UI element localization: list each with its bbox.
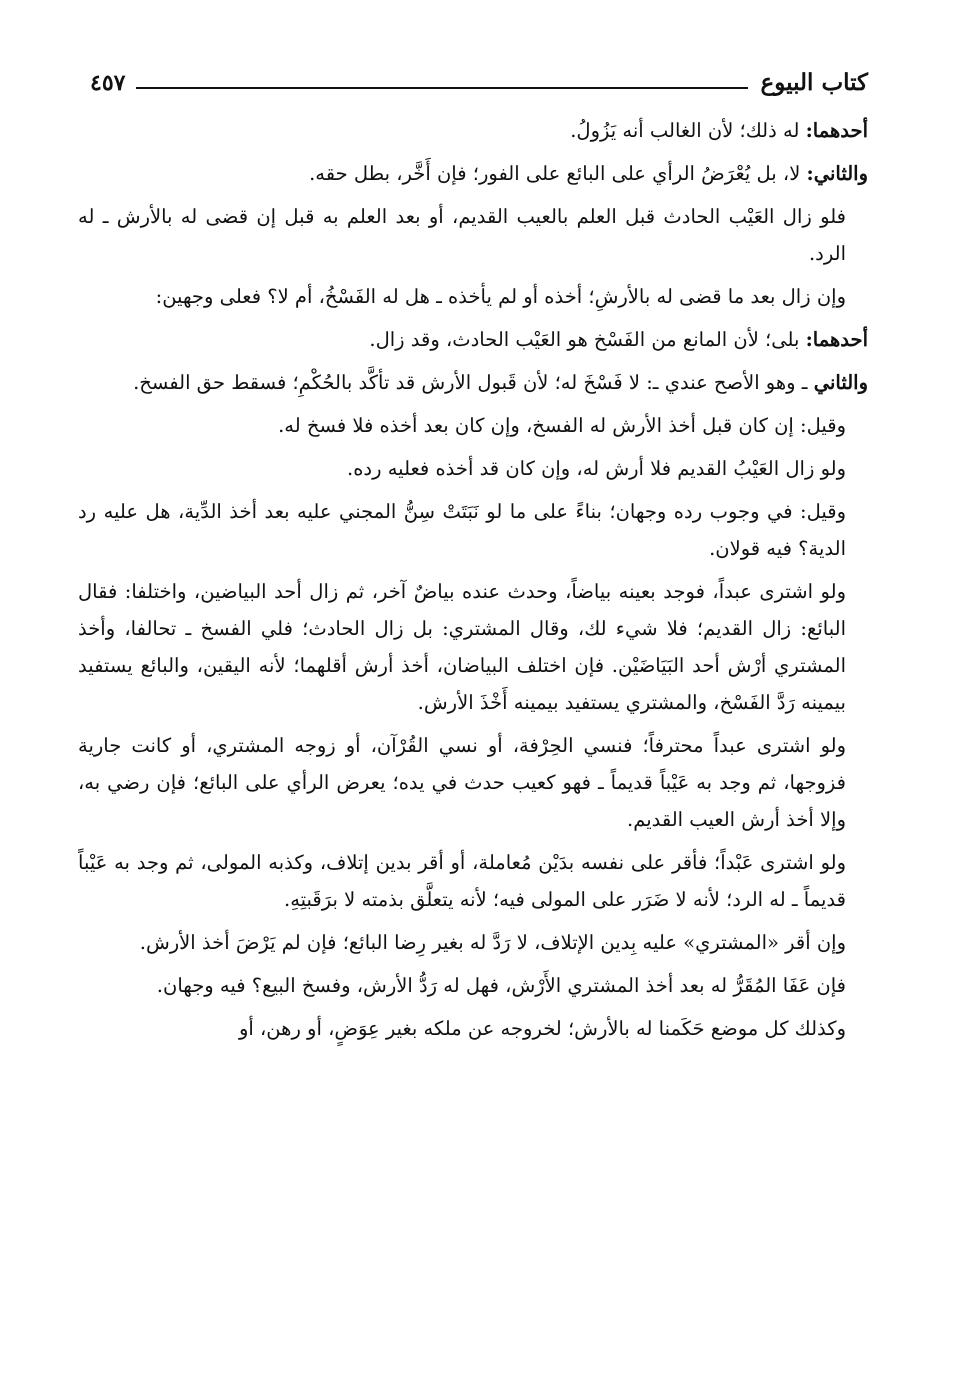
page-body bbox=[78, 112, 868, 1053]
paragraph bbox=[78, 278, 868, 315]
paragraph-lead: والثاني: bbox=[806, 162, 868, 185]
paragraph-text: ولو اشترى عبداً، فوجد بعينه بياضاً، وحدث عنده بياضٌ آخر، ثم زال أحد البياضين، واختلفا: فقال البائع: زال القديم؛ فلا شيء لك، وقال المشتري: بل زال الحادث؛ فلي الفسخ ـ تحالفا، وأخذ المشتري أرْش أحد البَيَاضَيْن. فإن اختلف البياضان، أخذ أرش أقلهما؛ لأنه اليقين، والبائع يستفيد بيمينه رَدَّ الفَسْخ، والمشتري يستفيد بيمينه أَخْذَ الأرش. bbox=[78, 580, 846, 714]
paragraph-text: وقيل: في وجوب رده وجهان؛ بناءً على ما لو نَبَتَتْ سِنُّ المجني عليه بعد أخذ الدِّية، هل عليه رد الدية؟ فيه قولان. bbox=[78, 500, 846, 560]
paragraph bbox=[78, 967, 868, 1004]
running-title: كتاب البيوع bbox=[760, 69, 868, 96]
paragraph bbox=[78, 112, 868, 149]
paragraph-text: وإن أقر «المشتري» عليه بِدين الإتلاف، لا رَدَّ له بغير رِضا البائع؛ فإن لم يَرْضَ أخذ الأرش. bbox=[139, 931, 846, 954]
paragraph bbox=[78, 321, 868, 358]
paragraph bbox=[78, 844, 868, 918]
paragraph-text: ولو زال العَيْبُ القديم فلا أرش له، وإن كان قد أخذه فعليه رده. bbox=[347, 457, 846, 480]
paragraph-lead: أحدهما: bbox=[805, 328, 868, 351]
paragraph-text: ـ وهو الأصح عندي ـ: لا فَسْخَ له؛ لأن قَبول الأرش قد تأكَّد بالحُكْمِ؛ فسقط حق الفسخ. bbox=[133, 371, 814, 394]
paragraph bbox=[78, 364, 868, 401]
paragraph bbox=[78, 407, 868, 444]
paragraph bbox=[78, 198, 868, 272]
paragraph-text: وكذلك كل موضع حَكَمنا له بالأرش؛ لخروجه عن ملكه بغير عِوَضٍ، أو رهن، أو bbox=[238, 1017, 846, 1040]
paragraph bbox=[78, 450, 868, 487]
paragraph-text: فلو زال العَيْب الحادث قبل العلم بالعيب القديم، أو بعد العلم به قبل إن قضى له بالأرش ـ له الرد. bbox=[78, 205, 846, 265]
paragraph-text: ولو اشترى عبداً محترفاً؛ فنسي الحِرْفة، أو نسي القُرْآن، أو زوجه المشتري، أو كانت جارية فزوجها، ثم وجد به عَيْباً قديماً ـ فهو كعيب حدث في يده؛ يعرض الرأي على البائع؛ فإن رضي به، وإلا أخذ أرش العيب القديم. bbox=[78, 734, 846, 831]
header-rule bbox=[136, 87, 748, 89]
page-number: ٤٥٧ bbox=[90, 70, 126, 96]
paragraph bbox=[78, 727, 868, 838]
paragraph-text: ولو اشترى عَبْداً؛ فأقر على نفسه بدَيْن مُعاملة، أو أقر بدين إتلاف، وكذبه المولى، ثم وجد به عَيْباً قديماً ـ له الرد؛ لأنه لا ضَرَر على المولى فيه؛ لأنه يتعلَّق بذمته لا برَقَبتِهِ. bbox=[78, 851, 846, 911]
paragraph bbox=[78, 924, 868, 961]
paragraph-text: وإن زال بعد ما قضى له بالأرشِ؛ أخذه أو لم يأخذه ـ هل له الفَسْخُ، أم لا؟ فعلى وجهين: bbox=[155, 285, 846, 308]
page-header bbox=[90, 66, 868, 106]
paragraph-text: فإن عَفَا المُقَرُّ له بعد أخذ المشتري الأَرْش، فهل له رَدُّ الأرش، وفسخ البيع؟ فيه وجهان. bbox=[156, 974, 846, 997]
paragraph bbox=[78, 1010, 868, 1047]
paragraph bbox=[78, 155, 868, 192]
paragraph bbox=[78, 493, 868, 567]
paragraph-lead: أحدهما: bbox=[805, 119, 868, 142]
paragraph bbox=[78, 573, 868, 721]
paragraph-text: بلى؛ لأن المانع من الفَسْخ هو العَيْب الحادث، وقد زال. bbox=[369, 328, 806, 351]
paragraph-text: له ذلك؛ لأن الغالب أنه يَزُولُ. bbox=[570, 119, 806, 142]
paragraph-text: لا، بل يُعْرَضُ الرأي على البائع على الفور؛ فإن أَخَّر، بطل حقه. bbox=[309, 162, 807, 185]
paragraph-lead: والثاني bbox=[813, 371, 868, 394]
paragraph-text: وقيل: إن كان قبل أخذ الأرش له الفسخ، وإن كان بعد أخذه فلا فسخ له. bbox=[278, 414, 846, 437]
